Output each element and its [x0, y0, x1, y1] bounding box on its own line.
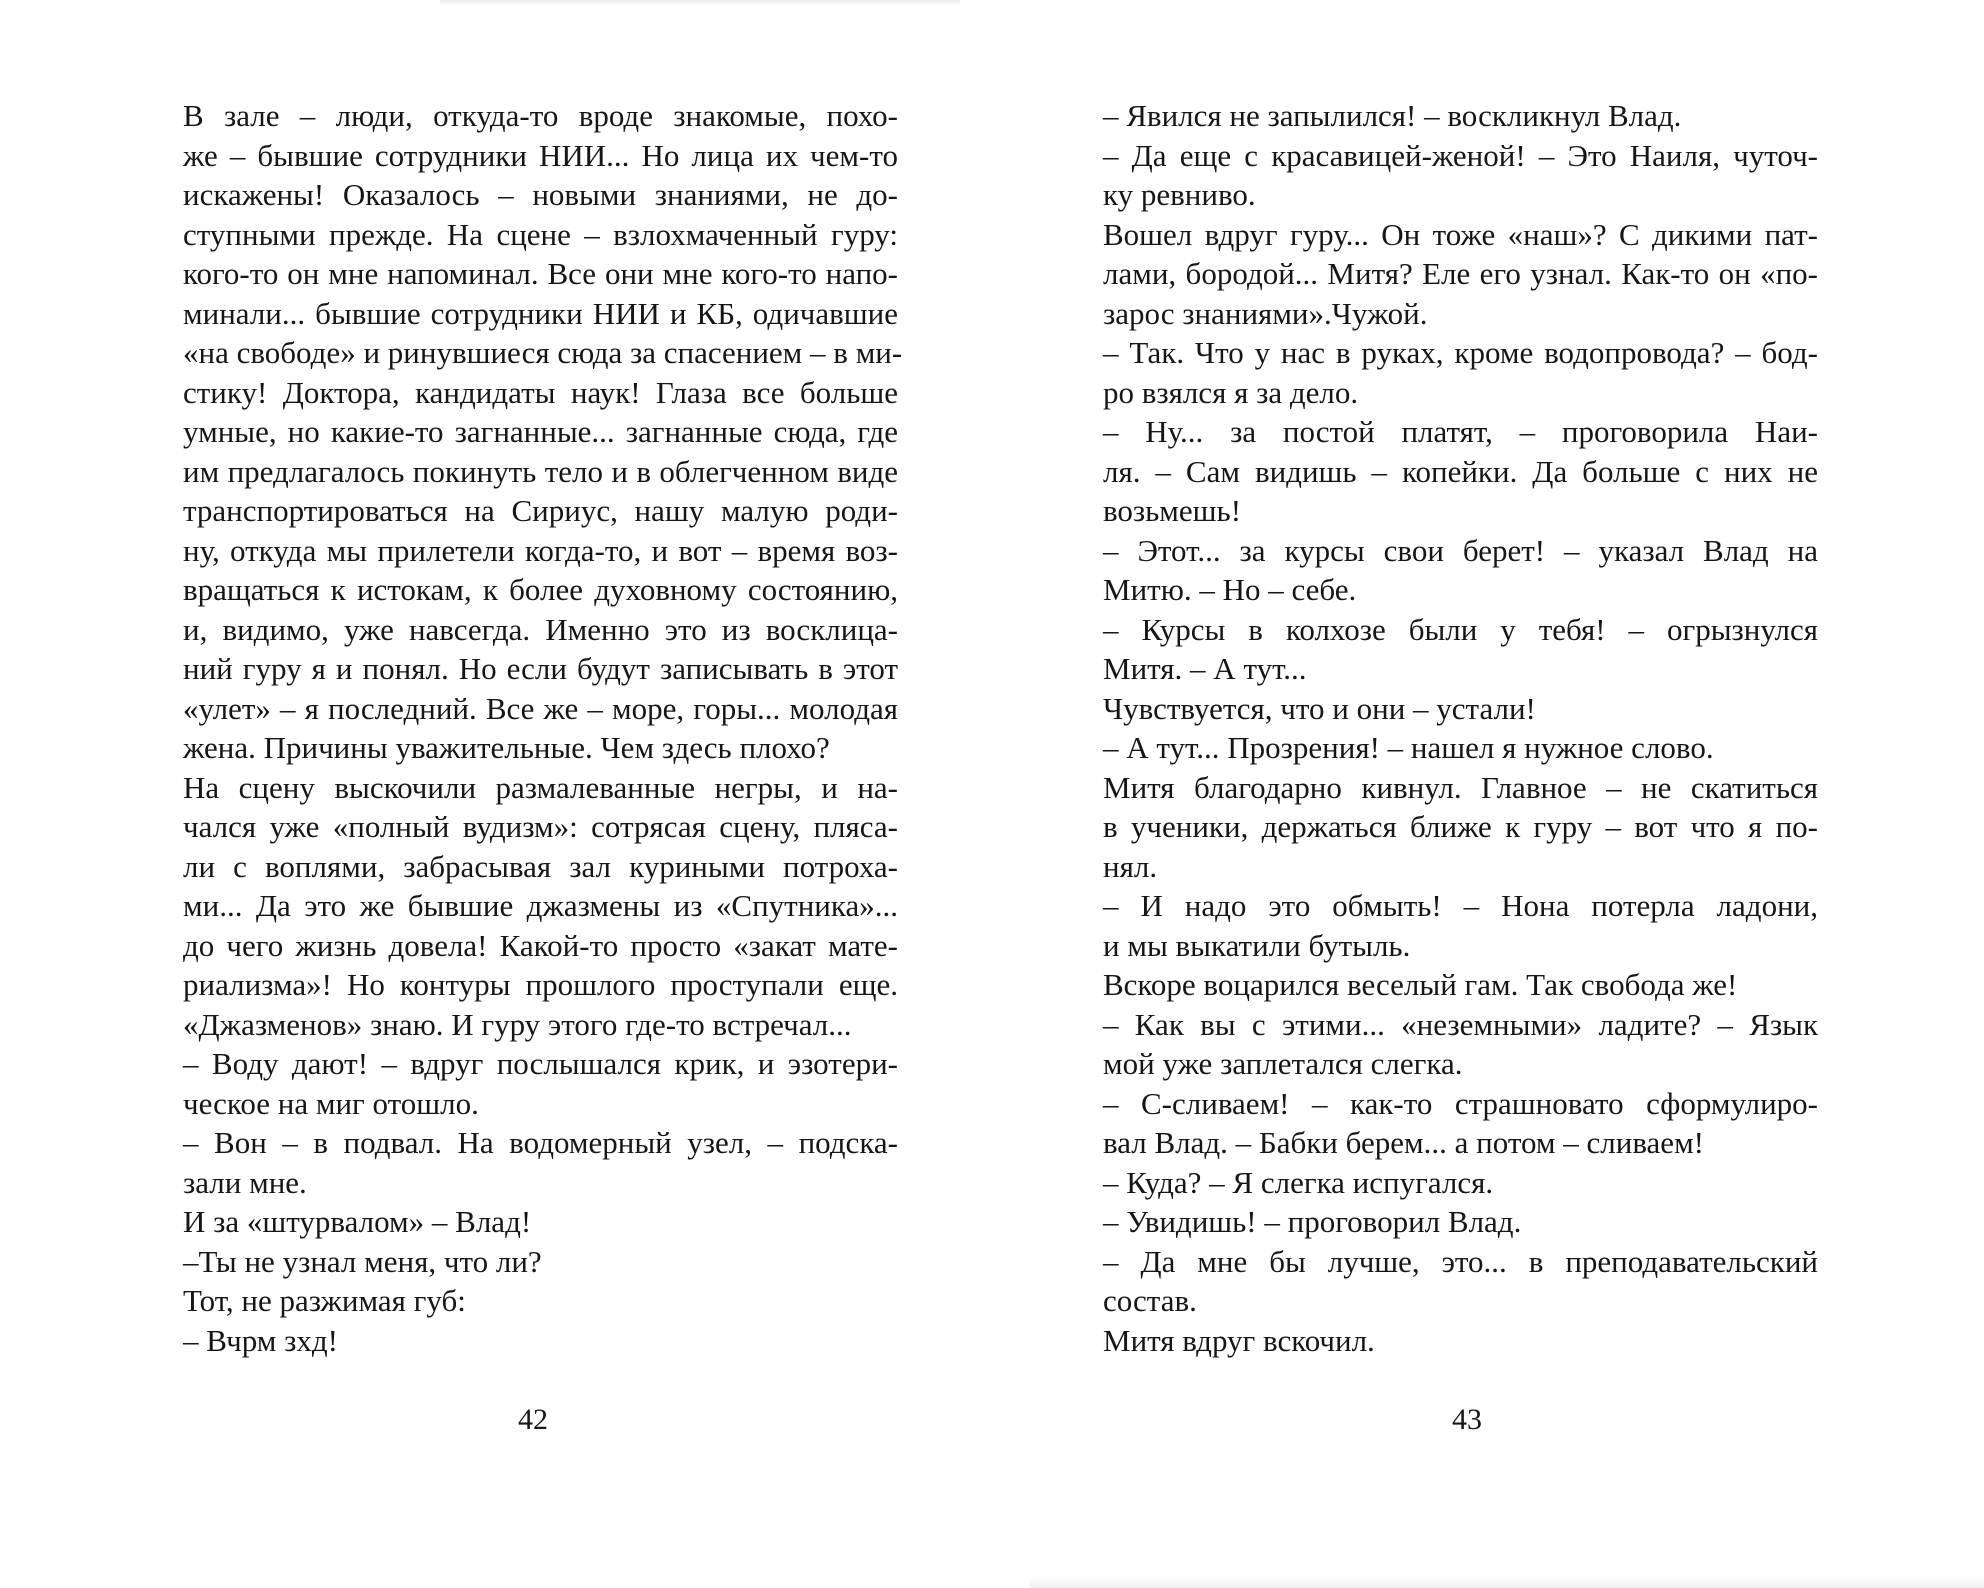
text-line: умные, но какие-то загнанные... загнанные сюда, где [183, 414, 898, 449]
text-line: – Куда? – Я слегка испугался. [1103, 1164, 1494, 1200]
text-line: – Вчрм зхд! [183, 1322, 338, 1358]
text-line: –Ты не узнал меня, что ли? [183, 1243, 542, 1279]
text-line: нял. [1103, 848, 1158, 884]
text-line: – Увидишь! – проговорил Влад. [1103, 1204, 1522, 1239]
text-line: Вскоре воцарился веселый гам. Так свобода же! [1103, 967, 1738, 1002]
text-line: «Джазменов» знаю. И гуру этого где-то встречал... [183, 1006, 852, 1042]
text-line: В зале – люди, откуда-то вроде знакомые, похо- [183, 98, 898, 133]
text-line: в ученики, держаться ближе к гуру – вот что я по- [1103, 809, 1818, 844]
text-line: ля. – Сам видишь – копейки. Да больше с них не [1103, 453, 1818, 489]
text-line: Митя. – А тут... [1103, 651, 1307, 686]
text-line: стику! Доктора, кандидаты наук! Глаза все больше [183, 374, 898, 410]
text-line: Митя вдруг вскочил. [1103, 1322, 1375, 1358]
text-line: кого-то он мне напоминал. Все они мне кого-то напо- [183, 256, 898, 291]
text-line: – И надо это обмыть! – Нона потерла ладони, [1103, 888, 1818, 923]
text-line: и мы выкатили бутыль. [1103, 927, 1411, 963]
text-line: – Ну... за постой платят, – проговорила Наи- [1103, 414, 1818, 449]
left-page-number: 42 [518, 1403, 548, 1436]
text-line: – Да мне бы лучше, это... в преподавательский [1103, 1243, 1818, 1279]
text-line: «на свободе» и ринувшиеся сюда за спасением – в ми- [183, 335, 903, 370]
right-page-number: 43 [1452, 1403, 1482, 1436]
text-line: – Воду дают! – вдруг послышался крик, и эзотери- [183, 1046, 898, 1081]
text-line: – Да еще с красавицей-женой! – Это Наиля, чуточ- [1103, 137, 1818, 173]
text-line: искажены! Оказалось – новыми знаниями, не до- [183, 177, 898, 212]
text-line: – Явился не запылился! – воскликнул Влад. [1103, 98, 1682, 133]
text-line: – А тут... Прозрения! – нашел я нужное слово. [1103, 730, 1714, 765]
text-line: вал Влад. – Бабки берем... а потом – сливаем! [1103, 1125, 1705, 1160]
text-line: же – бывшие сотрудники НИИ... Но лица их чем-то [183, 137, 898, 173]
text-line: до чего жизнь довела! Какой-то просто «закат мате- [183, 927, 898, 963]
text-line: – С-сливаем! – как-то страшновато сформулиро- [1103, 1085, 1818, 1121]
text-line: чался уже «полный вудизм»: сотрясая сцену, пляса- [183, 809, 898, 844]
text-line: Чувствуется, что и они – устали! [1103, 690, 1536, 726]
text-line: вращаться к истокам, к более духовному состоянию, [183, 572, 898, 607]
text-line: и, видимо, уже навсегда. Именно это из восклица- [183, 611, 898, 647]
text-line: Вошел вдруг гуру... Он тоже «наш»? С дикими пат- [1103, 216, 1818, 252]
text-line: – Так. Что у нас в руках, кроме водопровода? – бод- [1103, 335, 1818, 370]
text-line: Митю. – Но – себе. [1103, 572, 1357, 607]
text-line: ми... Да это же бывшие джазмены из «Спутника»... [183, 888, 898, 923]
text-line: – Как вы с этими... «неземными» ладите? – Язык [1103, 1006, 1818, 1042]
text-line: ческое на миг отошло. [183, 1085, 479, 1121]
right-page [992, 0, 1984, 1588]
text-line: ступными прежде. На сцене – взлохмаченный гуру: [183, 216, 898, 252]
right-page-text [1103, 96, 1818, 1360]
text-line: ку ревниво. [1103, 177, 1256, 212]
text-line: И за «штурвалом» – Влад! [183, 1204, 532, 1239]
text-line: «улет» – я последний. Все же – море, горы... молодая [183, 690, 898, 726]
text-line: ну, откуда мы прилетели когда-то, и вот – время воз- [183, 532, 898, 568]
text-line: – Этот... за курсы свои берет! – указал Влад на [1103, 532, 1818, 568]
text-line: Митя благодарно кивнул. Главное – не скатиться [1103, 769, 1818, 805]
text-line: риализма»! Но контуры прошлого проступали еще. [183, 967, 898, 1002]
text-line: На сцену выскочили размалеванные негры, и на- [183, 769, 898, 805]
text-line: транспортироваться на Сириус, нашу малую роди- [183, 493, 898, 528]
text-line: ли с воплями, забрасывая зал куриными потроха- [183, 848, 898, 884]
text-line: зарос знаниями».Чужой. [1103, 295, 1428, 331]
text-line: лами, бородой... Митя? Еле его узнал. Как-то он «по- [1103, 256, 1818, 291]
text-line: мой уже заплетался слегка. [1103, 1046, 1463, 1081]
text-line: – Курсы в колхозе были у тебя! – огрызнулся [1103, 611, 1818, 647]
text-line: им предлагалось покинуть тело и в облегченном виде [183, 453, 898, 489]
text-line: возьмешь! [1103, 493, 1242, 528]
text-line: ний гуру я и понял. Но если будут записывать в этот [183, 651, 898, 686]
text-line: состав. [1103, 1283, 1197, 1318]
text-line: – Вон – в подвал. На водомерный узел, – подска- [183, 1125, 898, 1160]
text-line: зали мне. [183, 1164, 307, 1200]
text-line: ро взялся я за дело. [1103, 374, 1359, 410]
text-line: Тот, не разжимая губ: [183, 1283, 466, 1318]
text-line: жена. Причины уважительные. Чем здесь плохо? [183, 730, 830, 765]
text-line: минали... бывшие сотрудники НИИ и КБ, одичавшие [183, 295, 898, 331]
left-page-text [183, 96, 903, 1360]
